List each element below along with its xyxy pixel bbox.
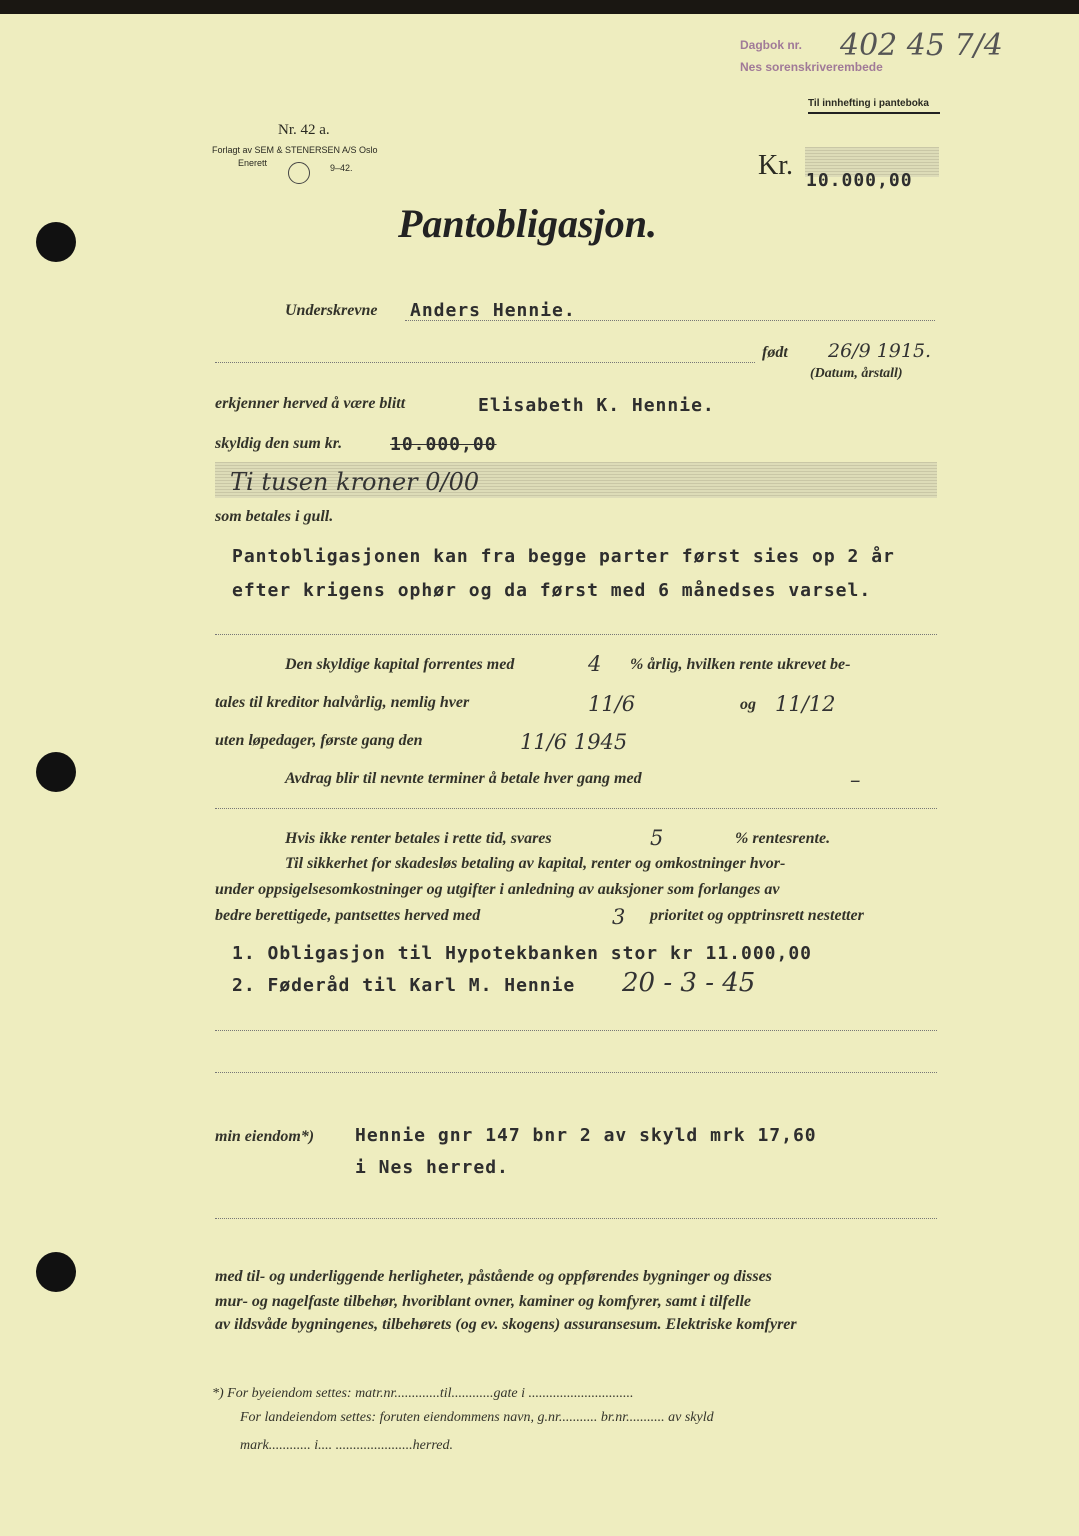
creditor: Elisabeth K. Hennie. bbox=[478, 395, 715, 416]
prior-charge-1: 1. Obligasjon til Hypotekbanken stor kr 11.000,00 bbox=[232, 943, 813, 964]
security-line2: under oppsigelsesomkostninger og utgifter i anledning av auksjoner som forlanges av bbox=[215, 881, 780, 898]
late-rate: 5 bbox=[650, 826, 664, 850]
security-line1: Til sikkerhet for skadesløs betaling av kapital, renter og omkostninger hvor- bbox=[285, 855, 786, 872]
rights-line2: mur- og nagelfaste tilbehør, hvoriblant ovner, kaminer og komfyrer, samt i tilfelle bbox=[215, 1293, 752, 1310]
interest-rate: 4 bbox=[588, 652, 602, 676]
footnote-line2: For landeiendom settes: foruten eiendommens navn, g.nr........... br.nr........... av skyld bbox=[240, 1410, 714, 1425]
property-line2: i Nes herred. bbox=[355, 1157, 509, 1178]
sum: 10.000,00 bbox=[390, 434, 497, 455]
first-pre: uten løpedager, første gang den bbox=[215, 732, 423, 749]
first-date: 11/6 1945 bbox=[520, 730, 628, 754]
footnote-line1: *) For byeiendom settes: matr.nr.............til............gate i .............................. bbox=[212, 1386, 634, 1401]
pay-og: og bbox=[740, 696, 756, 713]
scan-border bbox=[0, 0, 1079, 14]
publisher-logo bbox=[288, 162, 310, 184]
pay-pre: tales til kreditor halvårlig, nemlig hver bbox=[215, 694, 470, 711]
amount: 10.000,00 bbox=[806, 170, 913, 191]
rights-line3: av ildsvåde bygningenes, tilbehørets (og ev. skogens) assuransesum. Elektriske komfyrer bbox=[215, 1316, 797, 1333]
page-title: Pantobligasjon. bbox=[398, 201, 657, 246]
kr-label: Kr. bbox=[758, 150, 793, 181]
property-label: min eiendom*) bbox=[215, 1128, 315, 1145]
avdrag: Avdrag blir til nevnte terminer å betale hver gang med bbox=[285, 770, 642, 787]
publisher: Forlagt av SEM & STENERSEN A/S Oslo bbox=[212, 145, 378, 155]
creditor-label: erkjenner herved å være blitt bbox=[215, 395, 406, 412]
late-post: % rentesrente. bbox=[735, 830, 831, 847]
enerett: Enerett bbox=[238, 158, 268, 168]
pay-date1: 11/6 bbox=[588, 692, 636, 716]
property-line1: Hennie gnr 147 bnr 2 av skyld mrk 17,60 bbox=[355, 1125, 817, 1146]
late-pre: Hvis ikke renter betales i rette tid, svares bbox=[285, 830, 552, 847]
stamp-line1: Dagbok nr. bbox=[740, 38, 803, 52]
gold-note: som betales i gull. bbox=[215, 508, 334, 525]
security-line3-post: prioritet og opptrinsrett nestetter bbox=[650, 907, 864, 924]
form-date: 9–42. bbox=[330, 163, 353, 173]
priority: 3 bbox=[612, 905, 626, 929]
sum-words: Ti tusen kroner 0/00 bbox=[230, 468, 480, 496]
born-label: født bbox=[762, 344, 788, 361]
undersigned-label: Underskrevne bbox=[285, 302, 378, 319]
rights-line1: med til- og underliggende herligheter, påstående og oppførendes bygninger og disses bbox=[215, 1268, 772, 1285]
prior-charge-2: 2. Føderåd til Karl M. Hennie bbox=[232, 975, 576, 996]
born: 26/9 1915. bbox=[828, 340, 932, 362]
terms-line2: efter krigens ophør og da først med 6 månedses varsel. bbox=[232, 580, 872, 601]
undersigned: Anders Hennie. bbox=[410, 300, 576, 321]
stamp-handwriting: 402 45 7/4 bbox=[840, 28, 1003, 63]
interest-post: % årlig, hvilken rente ukrevet be- bbox=[630, 656, 851, 673]
punch-hole bbox=[36, 752, 76, 792]
binding-note: Til innhefting i panteboka bbox=[808, 98, 940, 114]
born-hint: (Datum, årstall) bbox=[810, 366, 903, 381]
punch-hole bbox=[36, 1252, 76, 1292]
prior-charge-2-date: 20 - 3 - 45 bbox=[622, 968, 756, 998]
sum-label: skyldig den sum kr. bbox=[215, 435, 343, 452]
pay-date2: 11/12 bbox=[775, 692, 836, 716]
security-line3-pre: bedre berettigede, pantsettes herved med bbox=[215, 907, 481, 924]
form-number: Nr. 42 a. bbox=[278, 122, 330, 138]
stamp-line2: Nes sorenskriverembede bbox=[740, 60, 883, 74]
avdrag-value: – bbox=[850, 768, 861, 792]
footnote-line3: mark............ i.... ......................herred. bbox=[240, 1438, 453, 1453]
interest-pre: Den skyldige kapital forrentes med bbox=[285, 656, 515, 673]
punch-hole bbox=[36, 222, 76, 262]
terms-line1: Pantobligasjonen kan fra begge parter først sies op 2 år bbox=[232, 546, 895, 567]
